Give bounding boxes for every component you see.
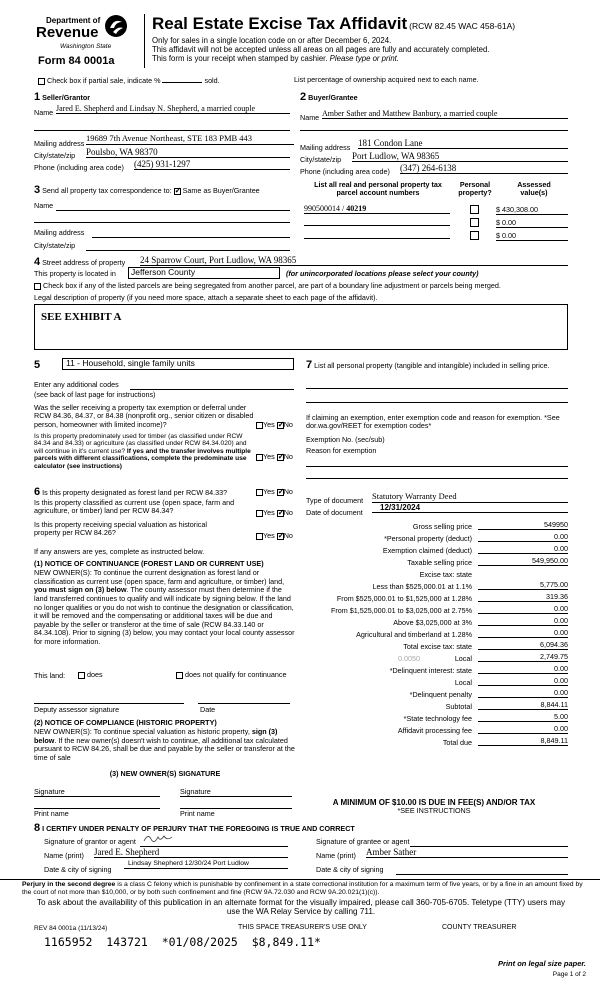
- same-as-buyer-label: Same as Buyer/Grantee: [182, 186, 260, 195]
- doc-date-label: Date of document: [306, 508, 363, 517]
- section-7-num: 7: [306, 359, 313, 371]
- corr-name-line: [56, 210, 290, 211]
- treasurer-use: THIS SPACE TREASURER'S USE ONLY: [238, 924, 367, 931]
- q-historic-answers: [256, 532, 293, 540]
- tax-label: Above $3,025,000 at 3%: [393, 618, 472, 627]
- grantor-sig-label: Signature of grantor or agent: [44, 837, 136, 846]
- header-note-3: [152, 55, 399, 64]
- seller-name-label: Name: [34, 108, 54, 117]
- personal-header-1: Personal: [459, 180, 491, 189]
- q-forest-text: Is this property designated as forest land per RCW 84.33?: [42, 488, 228, 497]
- tax-label: From $1,525,000.01 to $3,025,000 at 2.75%: [330, 606, 472, 615]
- notice-1-a: NEW OWNER(S): To continue the current designation as forest land or classification as current use (open space, farm and agriculture, or timber) land,: [34, 568, 285, 586]
- q-timber-b: If yes and the transfer involves multiple parcels with different classifications, complete the predominate use calculator (see instructions): [34, 447, 251, 470]
- section-7-text: [306, 359, 568, 372]
- section-2-title: [300, 91, 358, 104]
- no-label: No: [283, 508, 293, 517]
- buyer-phone-label: Phone (including area code): [300, 167, 390, 176]
- no-label: No: [283, 487, 293, 496]
- section-2-label: Buyer/Grantee: [308, 93, 358, 102]
- street-field[interactable]: 24 Sparrow Court, Port Ludlow, WA 98365: [140, 255, 568, 266]
- personal-header-2: property?: [458, 188, 492, 198]
- grantee-date-label: Date & city of signing: [316, 865, 384, 874]
- parcel-number[interactable]: [304, 225, 450, 226]
- parcel-number[interactable]: 990500014 / 40219: [304, 204, 450, 214]
- yes-label: Yes: [263, 508, 275, 517]
- corr-line-2: [34, 222, 290, 223]
- tax-value[interactable]: 549,950.00: [478, 557, 568, 566]
- current-use-no-checkbox[interactable]: [277, 510, 284, 517]
- exemption-no-label: Exemption No. (sec/sub): [306, 435, 385, 444]
- corr-mail-label: Mailing address: [34, 228, 85, 237]
- section-8-title: [34, 822, 355, 835]
- footer-divider: [0, 879, 600, 880]
- notice-2-a: NEW OWNER(S): To continue special valuation as historic property,: [34, 727, 252, 736]
- corr-city-label: City/state/zip: [34, 241, 76, 250]
- dor-logo-line3: Washington State: [60, 43, 112, 50]
- header-note-1: Only for sales in a single location code on or after December 6, 2024.: [152, 36, 392, 45]
- same-as-buyer-checkbox[interactable]: [174, 188, 181, 195]
- seller-phone-label: Phone (including area code): [34, 163, 124, 172]
- q-forest: [34, 486, 227, 499]
- owner-print-label-2: Print name: [180, 809, 215, 818]
- tax-label: Affidavit processing fee: [397, 726, 472, 735]
- tax-label: Subtotal: [445, 702, 472, 711]
- segregated-label: Check box if any of the listed parcels are being segregated from another parcel, are part of a boundary line adjustment or parcels being merged.: [43, 281, 501, 290]
- yes-label: Yes: [263, 452, 275, 461]
- grantor-name-field[interactable]: Jared E. Shepherd: [94, 847, 288, 858]
- parcel-header-2: parcel account numbers: [336, 188, 420, 198]
- section-2-num: 2: [300, 91, 307, 103]
- grantor-date-field[interactable]: Lindsay Shepherd 12/30/24 Port Ludlow: [124, 860, 288, 869]
- tax-label: Less than $525,000.01 at 1.1%: [372, 582, 472, 591]
- seller-phone-field[interactable]: (425) 931-1297: [134, 159, 290, 170]
- does-not-checkbox[interactable]: [176, 672, 183, 679]
- county-note: (for unincorporated locations please select your county): [286, 269, 479, 278]
- county-select[interactable]: Jefferson County: [128, 267, 280, 279]
- parcel-header: [306, 181, 450, 198]
- seller-city-field[interactable]: Poulsbo, WA 98370: [86, 147, 290, 158]
- tax-label: Total due: [442, 738, 472, 747]
- deputy-label: Deputy assessor signature: [34, 705, 120, 714]
- notice-1-b: you must sign on (3) below: [34, 585, 127, 595]
- timber-no-checkbox[interactable]: [277, 454, 284, 461]
- historic-yes-checkbox[interactable]: [256, 533, 263, 540]
- corr-city-line: [86, 250, 290, 251]
- grantor-name-label: Name (print): [44, 851, 84, 860]
- tax-value[interactable]: 0.00: [478, 629, 568, 638]
- legal-label: Legal description of property (if you need more space, attach a separate sheet to each page of the affidavit).: [34, 293, 378, 302]
- buyer-name-field[interactable]: Amber Sather and Matthew Banbury, a married couple: [322, 109, 568, 119]
- tax-value[interactable]: 2,749.75: [478, 653, 568, 662]
- owner-sig-label-1: Signature: [34, 787, 65, 796]
- partial-sale-percent[interactable]: [162, 82, 202, 83]
- codes-note: (see back of last page for instructions): [34, 390, 156, 399]
- form-citation: (RCW 82.45 WAC 458-61A): [409, 21, 516, 31]
- see-instructions: *SEE INSTRUCTIONS: [397, 806, 471, 815]
- tax-value[interactable]: 5,775.00: [478, 581, 568, 590]
- tax-value[interactable]: 8,844.11: [478, 701, 568, 710]
- deputy-date-line[interactable]: [198, 703, 290, 704]
- seller-mail-label: Mailing address: [34, 139, 85, 148]
- section-3-text: Send all property tax correspondence to:: [42, 186, 172, 195]
- tax-label: *Delinquent penalty: [409, 690, 472, 699]
- header-note-3a: This form is your receipt when stamped by cashier.: [152, 54, 330, 63]
- personal-line-1[interactable]: [306, 388, 568, 389]
- tax-label: *Delinquent interest: state: [389, 666, 472, 675]
- partial-sale-label: Check box if partial sale, indicate %: [47, 76, 161, 85]
- q-exemption-answers: [256, 421, 293, 429]
- current-use-yes-checkbox[interactable]: [256, 510, 263, 517]
- does-checkbox[interactable]: [78, 672, 85, 679]
- q-forest-answers: [256, 488, 293, 496]
- buyer-mail-field[interactable]: 181 Condon Lane: [358, 138, 568, 149]
- corr-name-label: Name: [34, 201, 54, 210]
- does-not-label: does not qualify for continuance: [185, 670, 287, 679]
- tax-value[interactable]: 0.00: [478, 665, 568, 674]
- notice-3-title: (3) NEW OWNER(S) SIGNATURE: [109, 769, 221, 778]
- exemption-no-checkbox[interactable]: [277, 422, 284, 429]
- ownership-note: List percentage of ownership acquired next to each name.: [294, 75, 479, 84]
- tax-value[interactable]: 0.00: [478, 545, 568, 554]
- section-3-num: 3: [34, 184, 41, 196]
- q-timber: [34, 433, 256, 470]
- doc-date-field[interactable]: 12/31/2024: [372, 503, 568, 513]
- notice-1-c: . The county assessor must then determine if the land transferred continues to qualify and will indicate by signing below. If the land no longer qualifies or you do not wish to continue the designation or classification, it will be removed and the compensating or additional taxes will be due and payable by the seller or transferor at the time of sale (RCW 84.33.140 or 84.34.108). Prior to signing (3) below, you may contact your local county assessor for more information.: [34, 585, 295, 647]
- tax-label: Total excise tax: state: [403, 642, 472, 651]
- reason-line-2[interactable]: [306, 478, 568, 479]
- partial-sale-checkbox[interactable]: [38, 78, 45, 85]
- yes-label: Yes: [263, 420, 275, 429]
- form-title: Real Estate Excise Tax Affidavit: [152, 14, 408, 33]
- q-current-use-answers: [256, 509, 293, 517]
- grantee-sig-label: Signature of grantee or agent: [316, 837, 410, 846]
- q-historic: Is this property receiving special valuation as historical property per RCW 84.26?: [34, 520, 207, 538]
- exemption-note: If claiming an exemption, enter exemption code and reason for exemption. *See dor.wa.gov/REET for exemption codes*: [306, 413, 560, 431]
- section-8-label: I CERTIFY UNDER PENALTY OF PERJURY THAT THE FOREGOING IS TRUE AND CORRECT: [42, 824, 355, 833]
- parcel-number-a: 990500014: [304, 204, 340, 213]
- segregated-checkbox[interactable]: [34, 283, 41, 290]
- corr-mail-line: [92, 237, 290, 238]
- yes-label: Yes: [263, 531, 275, 540]
- historic-no-checkbox[interactable]: [277, 533, 284, 540]
- notice-2-text: [34, 728, 296, 763]
- tax-label: Gross selling price: [412, 522, 472, 531]
- tax-value[interactable]: 0.00: [478, 689, 568, 698]
- forest-yes-checkbox[interactable]: [256, 489, 263, 496]
- answers-instruction: If any answers are yes, complete as instructed below.: [34, 547, 205, 556]
- owner-print-label-1: Print name: [34, 809, 69, 818]
- parcel-header-1: List all real and personal property tax: [314, 180, 442, 189]
- timber-yes-checkbox[interactable]: [256, 454, 263, 461]
- parcel-row[interactable]: [304, 217, 568, 229]
- grantor-date-label: Date & city of signing: [44, 865, 112, 874]
- personal-property-checkbox[interactable]: [470, 231, 479, 240]
- exemption-yes-checkbox[interactable]: [256, 422, 263, 429]
- section-3-row: [34, 184, 260, 197]
- grantee-name-label: Name (print): [316, 851, 356, 860]
- tax-value[interactable]: 319.36: [478, 593, 568, 602]
- grantor-signature-icon: [142, 832, 178, 844]
- assessed-value[interactable]: $ 0.00: [496, 232, 568, 241]
- section-8-num: 8: [34, 822, 41, 834]
- no-label: No: [283, 420, 293, 429]
- tax-label: Agricultural and timberland at 1.28%: [356, 630, 472, 639]
- assessed-header: [500, 181, 568, 198]
- yes-label: Yes: [263, 487, 275, 496]
- legal-description-box[interactable]: [34, 304, 568, 350]
- header-divider: [144, 14, 145, 68]
- local-rate: 0.0050: [398, 654, 420, 663]
- form-title-row: [152, 14, 515, 34]
- legal-description-text: SEE EXHIBIT A: [41, 311, 122, 323]
- page-number: Page 1 of 2: [552, 971, 586, 978]
- tax-value[interactable]: 0.00: [478, 617, 568, 626]
- dor-logo-line1: Department of: [46, 16, 101, 25]
- notice-2-b: sign (3) below: [34, 727, 278, 745]
- q-current-use: Is this property classified as current use (open space, farm and agriculture, or timber) land per RCW 84.34?: [34, 498, 235, 516]
- minimum-note: A MINIMUM OF $10.00 IS DUE IN FEE(S) AND/OR TAX: [332, 798, 536, 807]
- parcel-row[interactable]: [304, 204, 568, 216]
- personal-line-2[interactable]: [306, 402, 568, 403]
- tax-value[interactable]: 8,849.11: [478, 737, 568, 746]
- buyer-line-2: [300, 130, 568, 131]
- section-4-row: [34, 256, 125, 269]
- form-number: Form 84 0001a: [38, 55, 115, 67]
- section-6-num: 6: [34, 486, 41, 498]
- cashier-stamp: 1165952 143721 *01/08/2025 $8,849.11*: [44, 935, 321, 949]
- tax-value[interactable]: 6,094.36: [478, 641, 568, 650]
- buyer-name-label: Name: [300, 113, 320, 122]
- parcel-row[interactable]: [304, 230, 568, 242]
- tax-label: *Personal property (deduct): [384, 534, 472, 543]
- buyer-phone-field[interactable]: (347) 264-6138: [400, 163, 568, 174]
- tax-value[interactable]: 549950: [478, 521, 568, 530]
- header-note-2: This affidavit will not be accepted unless all areas on all pages are fully and accurately completed.: [152, 45, 490, 54]
- section-1-num: 1: [34, 91, 41, 103]
- section-1-title: [34, 91, 90, 104]
- assessed-value[interactable]: $ 430,308.00: [496, 206, 568, 215]
- exemption-reason-label: Reason for exemption: [306, 446, 377, 455]
- personal-property-checkbox[interactable]: [470, 205, 479, 214]
- accessibility-note: To ask about the availability of this publication in an alternate format for the visually impaired, please call 360-705-6705. Teletype (TTY) users may use the WA Relay Service by calling 711.: [36, 898, 566, 917]
- reason-line-1[interactable]: [306, 466, 568, 467]
- tax-label: Exemption claimed (deduct): [382, 546, 472, 555]
- tax-value[interactable]: 0.00: [478, 533, 568, 542]
- tax-value[interactable]: 0.00: [478, 605, 568, 614]
- seller-mail-field[interactable]: 19689 7th Avenue Northeast, STE 183 PMB 443: [86, 134, 294, 145]
- land-does: [78, 671, 103, 679]
- perjury-text: is a class C felony which is punishable by confinement in a state correctional institution for a maximum term of five years, or by a fine in an amount fixed by the court of not more than $10,000, or by both such confinement and fine (RCW 9A.72.030 and RCW 9A.20.021(1)(c)).: [22, 881, 583, 896]
- header-note-3b: Please type or print.: [329, 54, 400, 63]
- deputy-sig-line[interactable]: [34, 703, 184, 704]
- grantee-name-field[interactable]: Amber Sather: [366, 847, 568, 858]
- located-label: This property is located in: [34, 269, 116, 278]
- tax-value[interactable]: 0.00: [478, 725, 568, 734]
- does-label: does: [87, 670, 103, 679]
- section-7-label: List all personal property (tangible and intangible) included in selling price.: [314, 361, 550, 370]
- dor-logo-line2: Revenue: [36, 24, 99, 41]
- no-label: No: [283, 452, 293, 461]
- assessed-value[interactable]: $ 0.00: [496, 219, 568, 228]
- legal-size-note: Print on legal size paper.: [498, 959, 586, 968]
- tax-label: Excise tax: state: [419, 570, 472, 579]
- codes-label: Enter any additional codes: [34, 380, 119, 389]
- county-treasurer: COUNTY TREASURER: [442, 924, 517, 931]
- forest-no-checkbox[interactable]: [277, 489, 284, 496]
- buyer-city-label: City/state/zip: [300, 155, 342, 164]
- parcel-number-b: 40219: [346, 204, 367, 213]
- deputy-date-label: Date: [200, 705, 216, 714]
- section-1-label: Seller/Grantor: [42, 93, 91, 102]
- no-label: No: [283, 531, 293, 540]
- buyer-mail-label: Mailing address: [300, 143, 351, 152]
- section-5-num: 5: [34, 359, 41, 371]
- revision-code: REV 84 0001a (11/13/24): [34, 925, 108, 932]
- assessed-header-1: Assessed: [517, 180, 551, 189]
- seller-line-2: [34, 130, 290, 131]
- owner-sig-label-2: Signature: [180, 787, 211, 796]
- land-label: This land:: [34, 671, 66, 680]
- section-4-num: 4: [34, 256, 41, 268]
- parcel-number[interactable]: [304, 238, 450, 239]
- seller-city-label: City/state/zip: [34, 151, 76, 160]
- segregated-row: [34, 282, 501, 290]
- doc-type-label: Type of document: [306, 496, 364, 505]
- assessed-header-2: value(s): [520, 188, 548, 198]
- perjury-bold: Perjury in the second degree: [22, 881, 116, 888]
- q-timber-answers: [256, 453, 293, 461]
- tax-value[interactable]: 5.00: [478, 713, 568, 722]
- personal-property-checkbox[interactable]: [470, 218, 479, 227]
- street-label: Street address of property: [42, 258, 126, 267]
- buyer-city-field[interactable]: Port Ludlow, WA 98365: [352, 151, 568, 162]
- doc-type-field[interactable]: Statutory Warranty Deed: [372, 492, 568, 503]
- q-exemption: Was the seller receiving a property tax exemption or deferral under RCW 84.36, 84.37, or 84.38 (nonprofit org., senior citizen or disabled person, homeowner with limited income)?: [34, 403, 254, 429]
- partial-sale-label-b: sold.: [204, 76, 220, 85]
- personal-header: [454, 181, 496, 198]
- perjury-note: [22, 881, 588, 897]
- notice-2-c: . If the new owner(s) doesn't wish to continue, all additional tax calculated pursuant to RCW 84.26, shall be due and payable by the seller or transferor at the time of sale: [34, 735, 295, 762]
- tax-label: *State technology fee: [403, 714, 472, 723]
- notice-2-title: (2) NOTICE OF COMPLIANCE (HISTORIC PROPERTY): [34, 718, 217, 727]
- tax-label: Local: [454, 678, 472, 687]
- partial-sale-row: [38, 77, 220, 85]
- tax-label: From $525,000.01 to $1,525,000 at 1.28%: [336, 594, 472, 603]
- tax-label: Taxable selling price: [407, 558, 472, 567]
- notice-1-text: [34, 569, 296, 647]
- q-timber-a: Is this property predominately used for timber (as classified under RCW 84.34 and 84.33) or agriculture (as classified under RCW 84.34.020) and will continue in it's current use?: [34, 433, 247, 455]
- tax-value[interactable]: 0.00: [478, 677, 568, 686]
- notice-1-title: (1) NOTICE OF CONTINUANCE (FOREST LAND OR CURRENT USE): [34, 559, 264, 568]
- grantee-date-line[interactable]: [396, 874, 568, 875]
- land-does-not: [176, 671, 287, 679]
- washington-logo-icon: [104, 14, 128, 38]
- use-code-select[interactable]: 11 - Household, single family units: [62, 358, 294, 370]
- seller-name-field[interactable]: Jared E. Shepherd and Lindsay N. Shepherd, a married couple: [56, 104, 290, 114]
- tax-label: Local: [454, 654, 472, 663]
